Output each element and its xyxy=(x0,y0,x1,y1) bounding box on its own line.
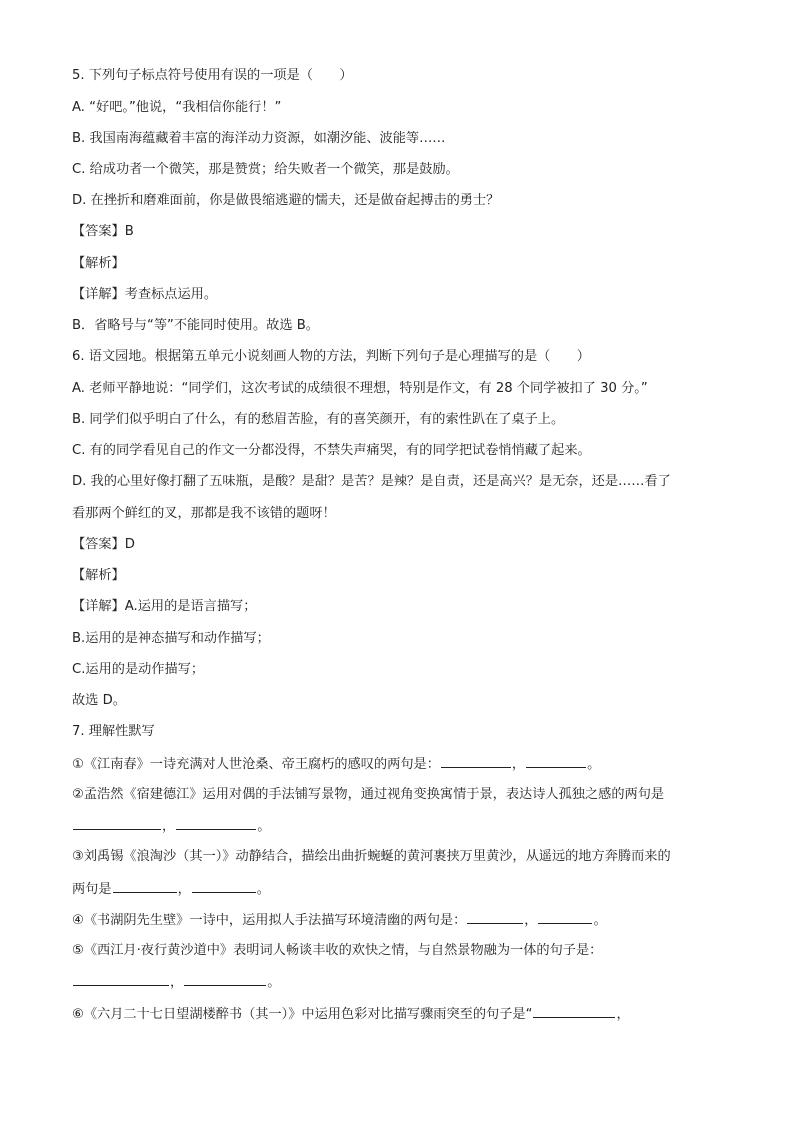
q6-stem: 6. 语文园地。根据第五单元小说刻画人物的方法，判断下列句子是心理描写的是（ ） xyxy=(72,349,590,364)
answer-blank[interactable] xyxy=(526,754,586,768)
comma: ， xyxy=(162,819,176,834)
q6-analysis-label: 【解析】 xyxy=(72,568,125,583)
q5-option-a: A. “好吧。”他说，“我相信你能行！” xyxy=(72,100,282,115)
detail-label: 【详解】 xyxy=(72,599,125,614)
q7-item-3-blanks xyxy=(72,879,722,900)
q5-detail-line xyxy=(72,285,722,305)
q6-option-a: A. 老师平静地说：“同学们，这次考试的成绩很不理想，特别是作文，有 28 个同学被扣了 30 分。” xyxy=(72,381,648,396)
q6-option-d: D. 我的心里好像打翻了五味瓶，是酸？是甜？是苦？是辣？是自责，还是高兴？是无奈，还是……看了 xyxy=(72,474,671,489)
answer-blank[interactable] xyxy=(192,879,256,893)
comma: ， xyxy=(616,1007,630,1022)
q5-option-d: D. 在挫折和磨难面前，你是做畏缩逃避的懦夫，还是做奋起搏击的勇士？ xyxy=(72,193,500,208)
comma: ， xyxy=(511,757,526,772)
q5-option-c: C. 给成功者一个微笑，那是赞赏；给失败者一个微笑，那是鼓励。 xyxy=(72,162,459,177)
q6-option-b: B. 同学们似乎明白了什么，有的愁眉苦脸，有的喜笑颜开，有的索性趴在了桌子上。 xyxy=(72,412,565,427)
q6-answer-line xyxy=(72,535,722,555)
q7-item-3: ③刘禹锡《浪淘沙（其一）》动静结合，描绘出曲折蜿蜒的黄河裹挟万里黄沙，从遥远的地方奔腾而来的 xyxy=(72,849,671,864)
detail-label: 【详解】 xyxy=(72,287,125,302)
q7-item-4-text: ④《书湖阴先生壁》一诗中，运用拟人手法描写环境清幽的两句是： xyxy=(72,913,467,928)
q7-item-1 xyxy=(72,754,722,775)
answer-label: 【答案】 xyxy=(72,537,125,552)
q5-detail: 考查标点运用。 xyxy=(124,287,218,302)
answer-blank[interactable] xyxy=(73,816,161,830)
period: 。 xyxy=(256,882,270,897)
period: 。 xyxy=(267,975,281,990)
q5-answer: B xyxy=(124,224,134,239)
comma: ， xyxy=(177,882,191,897)
q7-item-2-blanks xyxy=(72,816,722,837)
q6-option-c: C. 有的同学看见自己的作文一分都没得，不禁失声痛哭，有的同学把试卷悄悄藏了起来。 xyxy=(72,443,591,458)
answer-blank[interactable] xyxy=(533,1004,615,1018)
q7-item-5-blanks xyxy=(72,972,722,993)
period: 。 xyxy=(587,757,601,772)
q5-stem: 5. 下列句子标点符号使用有误的一项是（ ） xyxy=(72,68,353,83)
answer-blank[interactable] xyxy=(441,754,511,768)
q5-answer-line xyxy=(72,222,722,242)
q7-item-1-text: ①《江南春》一诗充满对人世沧桑、帝王腐朽的感叹的两句是： xyxy=(72,757,440,772)
comma: ， xyxy=(170,975,184,990)
q5-option-b: B. 我国南海蕴藏着丰富的海洋动力资源，如潮汐能、波能等…… xyxy=(72,131,446,146)
comma: ， xyxy=(524,913,538,928)
q6-explanation-c: C.运用的是动作描写； xyxy=(72,662,205,677)
q7-item-5: ⑤《西江月·夜行黄沙道中》表明词人畅谈丰收的欢快之情，与自然景物融为一体的句子是： xyxy=(72,943,603,958)
q6-option-d-cont: 看那两个鲜红的叉，那都是我不该错的题呀！ xyxy=(72,506,336,521)
answer-blank[interactable] xyxy=(176,816,256,830)
q6-conclusion: 故选 D。 xyxy=(72,693,126,708)
period: 。 xyxy=(257,819,271,834)
answer-blank[interactable] xyxy=(467,910,523,924)
q6-detail-line xyxy=(72,597,722,617)
answer-blank[interactable] xyxy=(73,972,169,986)
answer-blank[interactable] xyxy=(113,879,177,893)
answer-label: 【答案】 xyxy=(72,224,125,239)
q6-answer: D xyxy=(124,537,135,552)
period: 。 xyxy=(593,913,607,928)
q5-explanation: B．省略号与“等”不能同时使用。故选 B。 xyxy=(72,318,319,333)
q7-stem: 7. 理解性默写 xyxy=(72,724,155,739)
answer-blank[interactable] xyxy=(538,910,592,924)
q7-item-3-cont: 两句是 xyxy=(72,882,112,897)
answer-blank[interactable] xyxy=(184,972,266,986)
q7-item-6 xyxy=(72,1004,722,1025)
q5-analysis-label: 【解析】 xyxy=(72,256,125,271)
q6-explanation-b: B.运用的是神态描写和动作描写； xyxy=(72,631,270,646)
q6-detail: A.运用的是语言描写； xyxy=(124,599,257,614)
q7-item-6-text: ⑥《六月二十七日望湖楼醉书（其一）》中运用色彩对比描写骤雨突至的句子是“ xyxy=(72,1007,533,1022)
q7-item-4 xyxy=(72,910,722,931)
q7-item-2: ②孟浩然《宿建德江》运用对偶的手法铺写景物，通过视角变换寓情于景，表达诗人孤独之感的两句是 xyxy=(72,787,665,802)
